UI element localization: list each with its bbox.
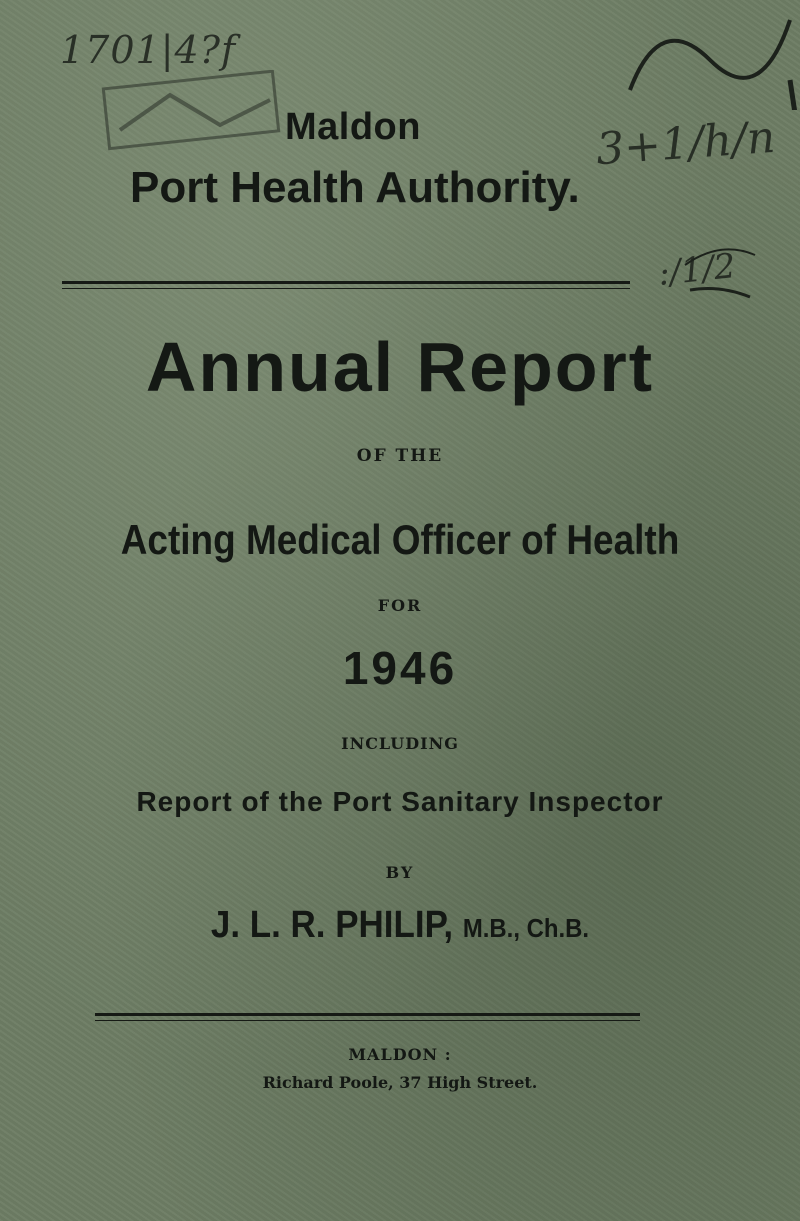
handwritten-reference-top-right: 3+1/h/n [594, 111, 777, 176]
author-line [32, 904, 768, 947]
masthead-town: Maldon [285, 106, 421, 148]
report-title: Annual Report [145, 328, 655, 406]
ink-dash-mark [680, 245, 760, 305]
masthead-authority: Port Health Authority. [130, 163, 580, 212]
included-report-title: Report of the Port Sanitary Inspector [136, 786, 664, 817]
publisher-address: Richard Poole, 37 High Street. [262, 1073, 538, 1092]
report-year: 1946 [342, 642, 458, 694]
of-the-label: OF THE [356, 446, 444, 466]
including-label: INCLUDING [341, 734, 459, 753]
handwritten-reference-top-left: 1701|4?f [60, 28, 237, 72]
footer-rule-thin [95, 1020, 640, 1021]
masthead-rule [62, 281, 630, 284]
publisher-place: MALDON : [348, 1045, 452, 1064]
footer-rule [95, 1013, 640, 1016]
report-subtitle: Acting Medical Officer of Health [120, 516, 680, 563]
for-label: FOR [377, 596, 423, 615]
author-qualifications: M.B., Ch.B. [462, 913, 590, 943]
handwritten-reference-right: :/1/2 [656, 246, 738, 294]
ink-scribble-mark [600, 0, 800, 110]
masthead-rule-thin [62, 288, 630, 289]
author-name: J. L. R. PHILIP, [210, 904, 454, 946]
by-label: BY [385, 863, 415, 882]
